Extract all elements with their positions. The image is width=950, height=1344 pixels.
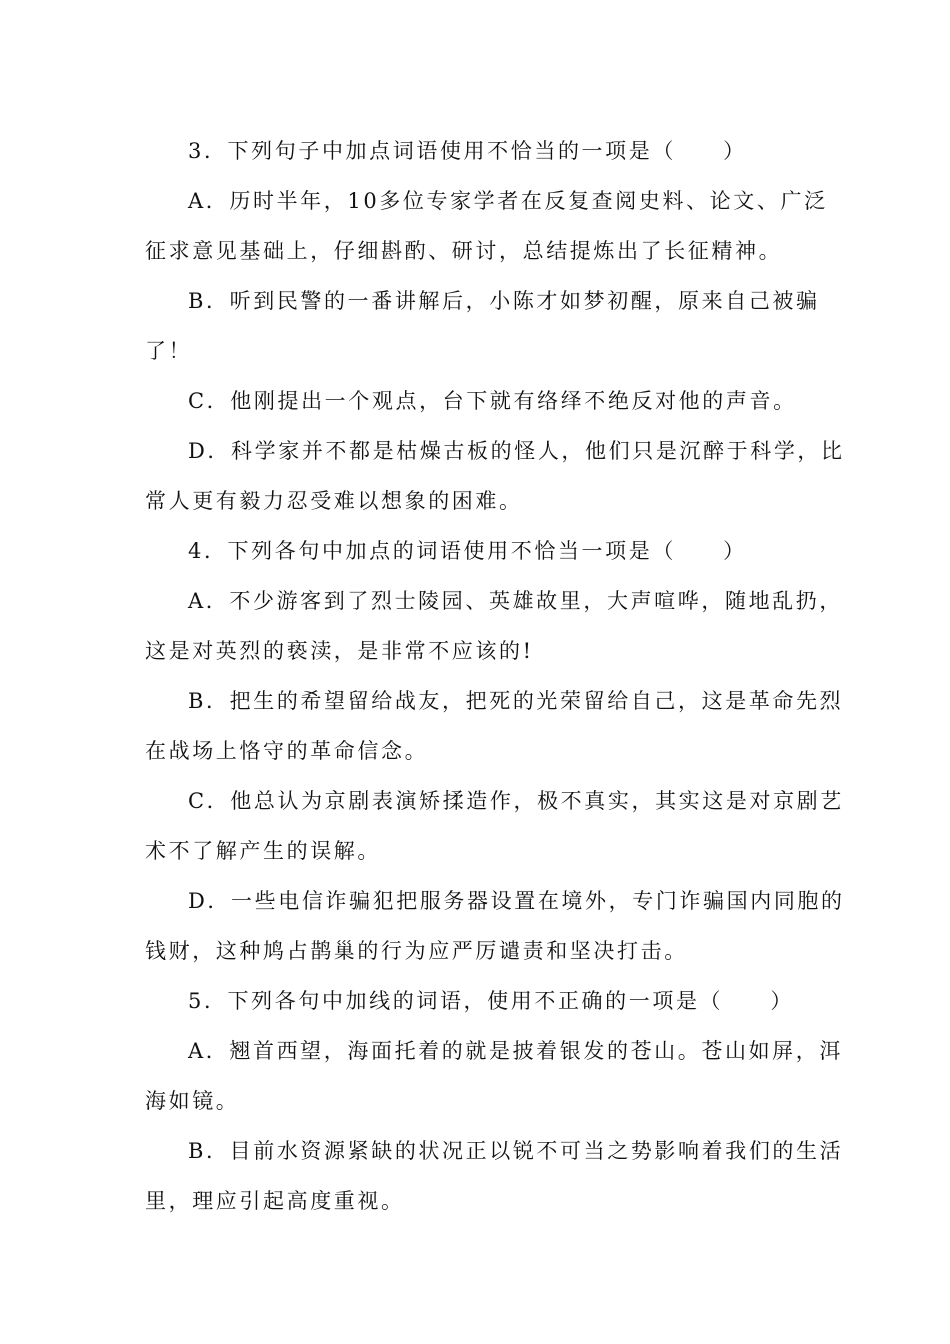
question-3-option-d-line-2: 常人更有毅力忍受难以想象的困难。	[145, 489, 523, 513]
question-4-option-c-line-1: C．他总认为京剧表演矫揉造作，极不真实，其实这是对京剧艺	[188, 789, 844, 813]
question-3-option-c: C．他刚提出一个观点，台下就有络绎不绝反对他的声音。	[188, 389, 797, 413]
question-5-option-b-line-2: 里，理应引起高度重视。	[145, 1189, 405, 1213]
question-3-option-a-line-2: 征求意见基础上，仔细斟酌、研讨，总结提炼出了长征精神。	[145, 239, 783, 263]
question-3-stem: 3．下列句子中加点词语使用不恰当的一项是（ ）	[188, 139, 747, 163]
question-3-option-b-line-2: 了！	[145, 339, 193, 363]
question-5-option-a-line-2: 海如镜。	[145, 1089, 240, 1113]
question-4-option-d-line-2: 钱财，这种鸠占鹊巢的行为应严厉谴责和坚决打击。	[145, 939, 688, 963]
question-5-option-b-line-1: B．目前水资源紧缺的状况正以锐不可当之势影响着我们的生活	[188, 1139, 844, 1163]
question-3-option-b-line-1: B．听到民警的一番讲解后，小陈才如梦初醒，原来自己被骗	[188, 289, 820, 313]
question-4-option-b-line-1: B．把生的希望留给战友，把死的光荣留给自己，这是革命先烈	[188, 689, 844, 713]
question-5-option-a-line-1: A．翘首西望，海面托着的就是披着银发的苍山。苍山如屏，洱	[188, 1039, 843, 1063]
question-3-option-d-line-1: D．科学家并不都是枯燥古板的怪人，他们只是沉醉于科学，比	[188, 439, 845, 463]
question-4-option-b-line-2: 在战场上恪守的革命信念。	[145, 739, 429, 763]
question-5-stem: 5．下列各句中加线的词语，使用不正确的一项是（ ）	[188, 989, 794, 1013]
question-4-option-a-line-2: 这是对英烈的亵渎，是非常不应该的!	[145, 639, 534, 663]
question-4-option-d-line-1: D．一些电信诈骗犯把服务器设置在境外，专门诈骗国内同胞的	[188, 889, 845, 913]
question-4-stem: 4．下列各句中加点的词语使用不恰当一项是（ ）	[188, 539, 747, 563]
question-4-option-a-line-1: A．不少游客到了烈士陵园、英雄故里，大声喧哗，随地乱扔，	[188, 589, 843, 613]
question-3-option-a-line-1: A．历时半年，10多位专家学者在反复查阅史料、论文、广泛	[188, 189, 828, 213]
question-4-option-c-line-2: 术不了解产生的误解。	[145, 839, 381, 863]
